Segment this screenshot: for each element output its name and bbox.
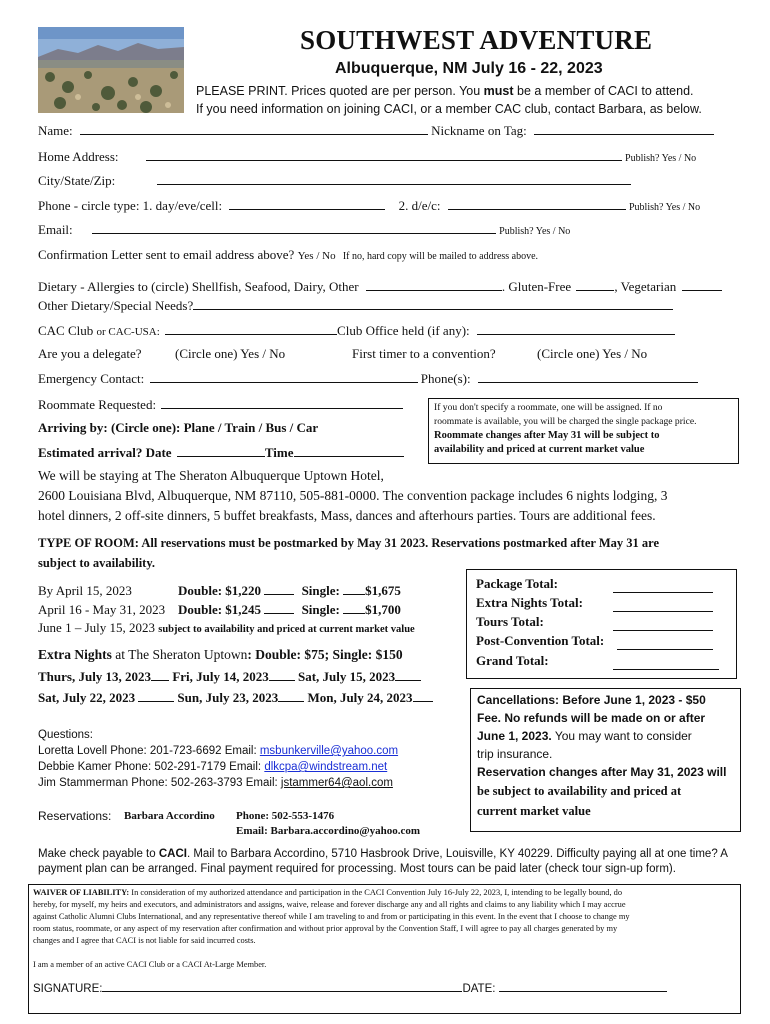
dietary-row	[38, 278, 722, 295]
contact-email-link[interactable]: msbunkerville@yahoo.com	[259, 745, 399, 757]
grand-total-label: Grand Total:	[476, 653, 549, 668]
tours-total-label: Tours Total:	[476, 614, 544, 629]
reservations-label: Reservations:	[38, 809, 112, 823]
extra-nights-hotel: at The Sheraton Uptown	[111, 647, 248, 662]
contact-info: Debbie Kamer Phone: 502-291-7179 Email:	[38, 761, 265, 773]
post-convention-total-input[interactable]	[617, 637, 713, 650]
grand-total-input[interactable]	[613, 657, 719, 670]
post-convention-total-label: Post-Convention Total:	[476, 633, 605, 648]
contact-info: Loretta Lovell Phone: 201-723-6692 Email:	[38, 745, 260, 757]
questions-label: Questions:	[38, 729, 93, 741]
city-state-zip-input[interactable]	[157, 172, 631, 185]
phone-2-label: 2. d/e/c:	[398, 198, 441, 213]
hotel-line-1: We will be staying at The Sheraton Albuquerque Uptown Hotel,	[38, 468, 384, 483]
nickname-input[interactable]	[534, 122, 714, 135]
cac-usa-label: or CAC-USA:	[96, 326, 160, 338]
cac-club-label: CAC Club	[38, 323, 94, 338]
signature-input[interactable]	[102, 979, 462, 992]
cancel-line-1: Cancellations: Before June 1, 2023 - $50	[477, 693, 706, 707]
extra-night-fri-input[interactable]	[269, 668, 295, 681]
extra-night-mon-input[interactable]	[413, 689, 433, 702]
waiver-text-1: In consideration of my authorized attendance and participation in the CACI Convention July 16-July 22, 2023, I, intending to be legally bound, do	[129, 888, 623, 897]
confirmation-yes-no[interactable]: Yes / No	[297, 250, 336, 262]
rate-single-price: $1,700	[365, 602, 401, 617]
extra-nights-total-label: Extra Nights Total:	[476, 595, 583, 610]
club-office-label: Club Office held (if any):	[337, 323, 470, 338]
room-type-heading	[38, 536, 659, 551]
payment-line-2: payment plan can be arranged. Final payment required for processing. Most tours can be paid later (check tour sign-up form).	[38, 863, 676, 875]
intro-text: PLEASE PRINT. Prices quoted are per person. You	[196, 84, 484, 98]
payment-text-b: . Mail to Barbara Accordino, 5710 Hasbrook Drive, Louisville, KY 40229. Difficulty paying all at one time? A	[186, 848, 728, 860]
reservations-phone: Phone: 502-553-1476	[236, 810, 335, 822]
delegate-options[interactable]: (Circle one) Yes / No	[175, 346, 286, 361]
contact-email-link[interactable]: jstammer64@aol.com	[280, 777, 393, 789]
hotel-line-2: 2600 Louisiana Blvd, Albuquerque, NM 87110, 505-881-0000. The convention package includes 6 nights lodging, 3	[38, 488, 668, 503]
rate-row-late	[38, 620, 415, 636]
extra-night-sat1-input[interactable]	[395, 668, 421, 681]
waiver-box	[28, 884, 741, 1014]
signature-row	[33, 979, 667, 995]
extra-nights-heading	[38, 647, 403, 663]
extra-night-sat2: Sat, July 22, 2023	[38, 690, 136, 705]
rate-late-note: subject to availability and priced at current market value	[158, 624, 415, 635]
extra-nights-label: Extra Nights	[38, 647, 112, 662]
roommate-note-2: roommate is available, you will be charged the single package price.	[434, 416, 697, 427]
package-totals-box	[466, 569, 737, 679]
roommate-input[interactable]	[161, 396, 403, 409]
room-type-subject: subject to availability.	[38, 556, 156, 570]
home-address-label: Home Address:	[38, 149, 119, 164]
extra-night-sat2-input[interactable]	[138, 689, 174, 702]
first-timer-options[interactable]: (Circle one) Yes / No	[537, 346, 648, 361]
phone-2-input[interactable]	[448, 197, 626, 210]
waiver-member-statement: I am a member of an active CACI Club or a CACI At-Large Member.	[33, 960, 267, 969]
arrival-row	[38, 444, 404, 461]
arrival-time-input[interactable]	[294, 444, 404, 457]
rate-period: By April 15, 2023	[38, 583, 132, 598]
payment-line-1	[38, 848, 728, 860]
waiver-line-2: hereby, for myself, my heirs and executors, and administrators and assigns, waive, release and forever discharge any and all rights and claims to any liability which I may accrue	[33, 900, 626, 909]
intro-line-2: If you need information on joining CACI, or a member CAC club, contact Barbara, as below.	[196, 102, 702, 116]
emergency-phones-input[interactable]	[478, 370, 698, 383]
intro-text-end: be a member of CACI to attend.	[513, 84, 694, 98]
signature-label: SIGNATURE:	[33, 983, 103, 995]
rate-double: Double: $1,245	[178, 602, 262, 617]
waiver-line-1	[33, 888, 622, 897]
reservations-email: Email: Barbara.accordino@yahoo.com	[236, 825, 421, 837]
name-row	[38, 122, 714, 139]
cancel-line-7: current market value	[477, 804, 591, 818]
extra-night-sun-input[interactable]	[278, 689, 304, 702]
gluten-free-label: . Gluten-Free	[501, 279, 572, 294]
other-dietary-label: Other Dietary/Special Needs?	[38, 298, 194, 313]
gluten-free-input[interactable]	[576, 278, 614, 291]
contact-info: Jim Stammerman Phone: 502-263-3793 Email:	[38, 777, 281, 789]
extra-night-sun: Sun, July 23, 2023	[177, 690, 279, 705]
rate-late-period: June 1 – July 15, 2023	[38, 620, 155, 635]
date-input[interactable]	[499, 979, 667, 992]
waiver-line-5: changes and I agree that CACI is not liable for said incurred costs.	[33, 936, 256, 945]
rate-single-input[interactable]	[343, 601, 365, 614]
emergency-phones-label: Phone(s):	[420, 371, 471, 386]
waiver-heading: WAIVER OF LIABILITY:	[33, 888, 130, 897]
extra-nights-row-2	[38, 689, 433, 706]
delegate-label: Are you a delegate?	[38, 346, 142, 361]
dietary-label: Dietary - Allergies to (circle) Shellfish, Seafood, Dairy, Other	[38, 279, 359, 294]
page-title: SOUTHWEST ADVENTURE	[300, 25, 653, 55]
cancel-line-5: Reservation changes after May 31, 2023 will	[477, 765, 727, 779]
waiver-line-4: room status, roommate, or any aspect of my reservation after confirmation and without prior approval by the Convention Staff, I will agree to pay all charges generated by my	[33, 924, 618, 933]
email-label: Email:	[38, 222, 73, 237]
home-address-row	[38, 148, 696, 165]
cancel-line-4: trip insurance.	[477, 747, 553, 761]
arrival-date-label: Estimated arrival? Date	[38, 445, 172, 460]
club-office-input[interactable]	[477, 322, 675, 335]
extra-night-sat1: Sat, July 15, 2023	[297, 669, 396, 684]
email-input[interactable]	[92, 221, 496, 234]
address-publish-option[interactable]: Publish? Yes / No	[625, 153, 697, 164]
roommate-info-box	[428, 398, 739, 464]
arrival-time-label: Time	[264, 445, 294, 460]
reservations-name: Barbara Accordino	[124, 810, 215, 822]
rate-double-input[interactable]	[264, 582, 294, 595]
cancellation-box	[470, 688, 741, 832]
vegetarian-input[interactable]	[682, 278, 722, 291]
cac-club-row	[38, 322, 675, 339]
extra-night-fri: Fri, July 14, 2023	[172, 669, 269, 684]
payment-text-a: Make check payable to	[38, 848, 159, 860]
phone-label: Phone - circle type: 1. day/eve/cell:	[38, 198, 223, 213]
arrival-date-input[interactable]	[177, 444, 265, 457]
tours-total-input[interactable]	[613, 618, 713, 631]
contact-jim	[38, 777, 393, 789]
phone-1-input[interactable]	[229, 197, 385, 210]
confirmation-label: Confirmation Letter sent to email address above?	[38, 247, 295, 262]
cancel-line-3-text: You may want to consider	[551, 729, 692, 743]
dietary-other-input[interactable]	[366, 278, 502, 291]
rate-period: April 16 - May 31, 2023	[38, 602, 166, 617]
cancel-line-6: be subject to availability and priced at	[477, 784, 682, 798]
albuquerque-landscape-photo	[38, 27, 184, 113]
emergency-contact-label: Emergency Contact:	[38, 371, 145, 386]
rate-double-input[interactable]	[264, 601, 294, 614]
rate-single-input[interactable]	[343, 582, 365, 595]
rate-row-early	[38, 582, 401, 599]
landscape-image	[38, 27, 184, 113]
cancel-line-3-date: June 1, 2023.	[477, 729, 552, 743]
extra-nights-row-1	[38, 668, 421, 685]
name-label: Name:	[38, 123, 73, 138]
city-row	[38, 172, 631, 189]
package-total-label: Package Total:	[476, 576, 558, 591]
extra-night-thu-input[interactable]	[151, 668, 169, 681]
room-type-heading-a: TYPE OF ROOM: All reservations must be postmarked by May 31 2023	[38, 536, 426, 550]
room-type-heading-b: . Reservations postmarked after May 31 are	[425, 536, 660, 550]
emergency-row	[38, 370, 698, 387]
roommate-note-1: If you don't specify a roommate, one will be assigned. If no	[434, 402, 663, 413]
contact-loretta	[38, 745, 398, 757]
rate-single: Single:	[301, 602, 340, 617]
vegetarian-label: , Vegetarian	[614, 279, 677, 294]
roommate-note-3: Roommate changes after May 31 will be subject to	[434, 430, 660, 441]
waiver-line-3: against Catholic Alumni Clubs International, and any representative thereof while I am traveling to and from or participating in this event. In the event that I choose to change my	[33, 912, 630, 921]
extra-night-thu: Thurs, July 13, 2023	[38, 669, 152, 684]
extra-night-mon: Mon, July 24, 2023	[307, 690, 413, 705]
cac-club-input[interactable]	[165, 322, 337, 335]
cancel-line-3	[477, 729, 692, 743]
rate-double: Double: $1,220	[178, 583, 262, 598]
confirmation-row	[38, 247, 538, 263]
rate-single: Single:	[301, 583, 340, 598]
date-label: DATE:	[462, 983, 496, 995]
city-label: City/State/Zip:	[38, 173, 116, 188]
name-input[interactable]	[80, 122, 428, 135]
extra-nights-total-input[interactable]	[613, 599, 713, 612]
other-dietary-input[interactable]	[193, 297, 673, 310]
first-timer-label: First timer to a convention?	[352, 346, 496, 361]
intro-must: must	[483, 84, 514, 98]
nickname-label: Nickname on Tag:	[431, 123, 527, 138]
roommate-row	[38, 396, 403, 413]
rate-row-mid	[38, 601, 401, 618]
roommate-note-4: availability and priced at current market value	[434, 444, 645, 455]
phone-publish-option[interactable]: Publish? Yes / No	[629, 202, 701, 213]
contact-debbie	[38, 761, 387, 773]
extra-nights-prices: : Double: $75; Single: $150	[247, 647, 403, 662]
hotel-line-3: hotel dinners, 2 off-site dinners, 5 buffet breakfasts, Mass, dances and afterhours parties. Tours are additional fees.	[38, 508, 656, 523]
roommate-label: Roommate Requested:	[38, 397, 157, 412]
phone-row	[38, 197, 700, 214]
email-row	[38, 221, 570, 238]
confirmation-note: If no, hard copy will be mailed to address above.	[342, 251, 539, 262]
arriving-by-options[interactable]: Arriving by: (Circle one): Plane / Train / Bus / Car	[38, 420, 319, 435]
email-publish-option[interactable]: Publish? Yes / No	[499, 226, 571, 237]
emergency-contact-input[interactable]	[150, 370, 418, 383]
contact-email-link[interactable]: dlkcpa@windstream.net	[264, 761, 388, 773]
other-dietary-row	[38, 297, 673, 314]
intro-line-1	[196, 84, 694, 98]
event-subtitle: Albuquerque, NM July 16 - 22, 2023	[335, 60, 603, 77]
home-address-input[interactable]	[146, 148, 622, 161]
cancel-line-2: Fee. No refunds will be made on or after	[477, 711, 706, 725]
rate-single-price: $1,675	[365, 583, 401, 598]
package-total-input[interactable]	[613, 580, 713, 593]
payment-caci: CACI	[158, 848, 187, 860]
